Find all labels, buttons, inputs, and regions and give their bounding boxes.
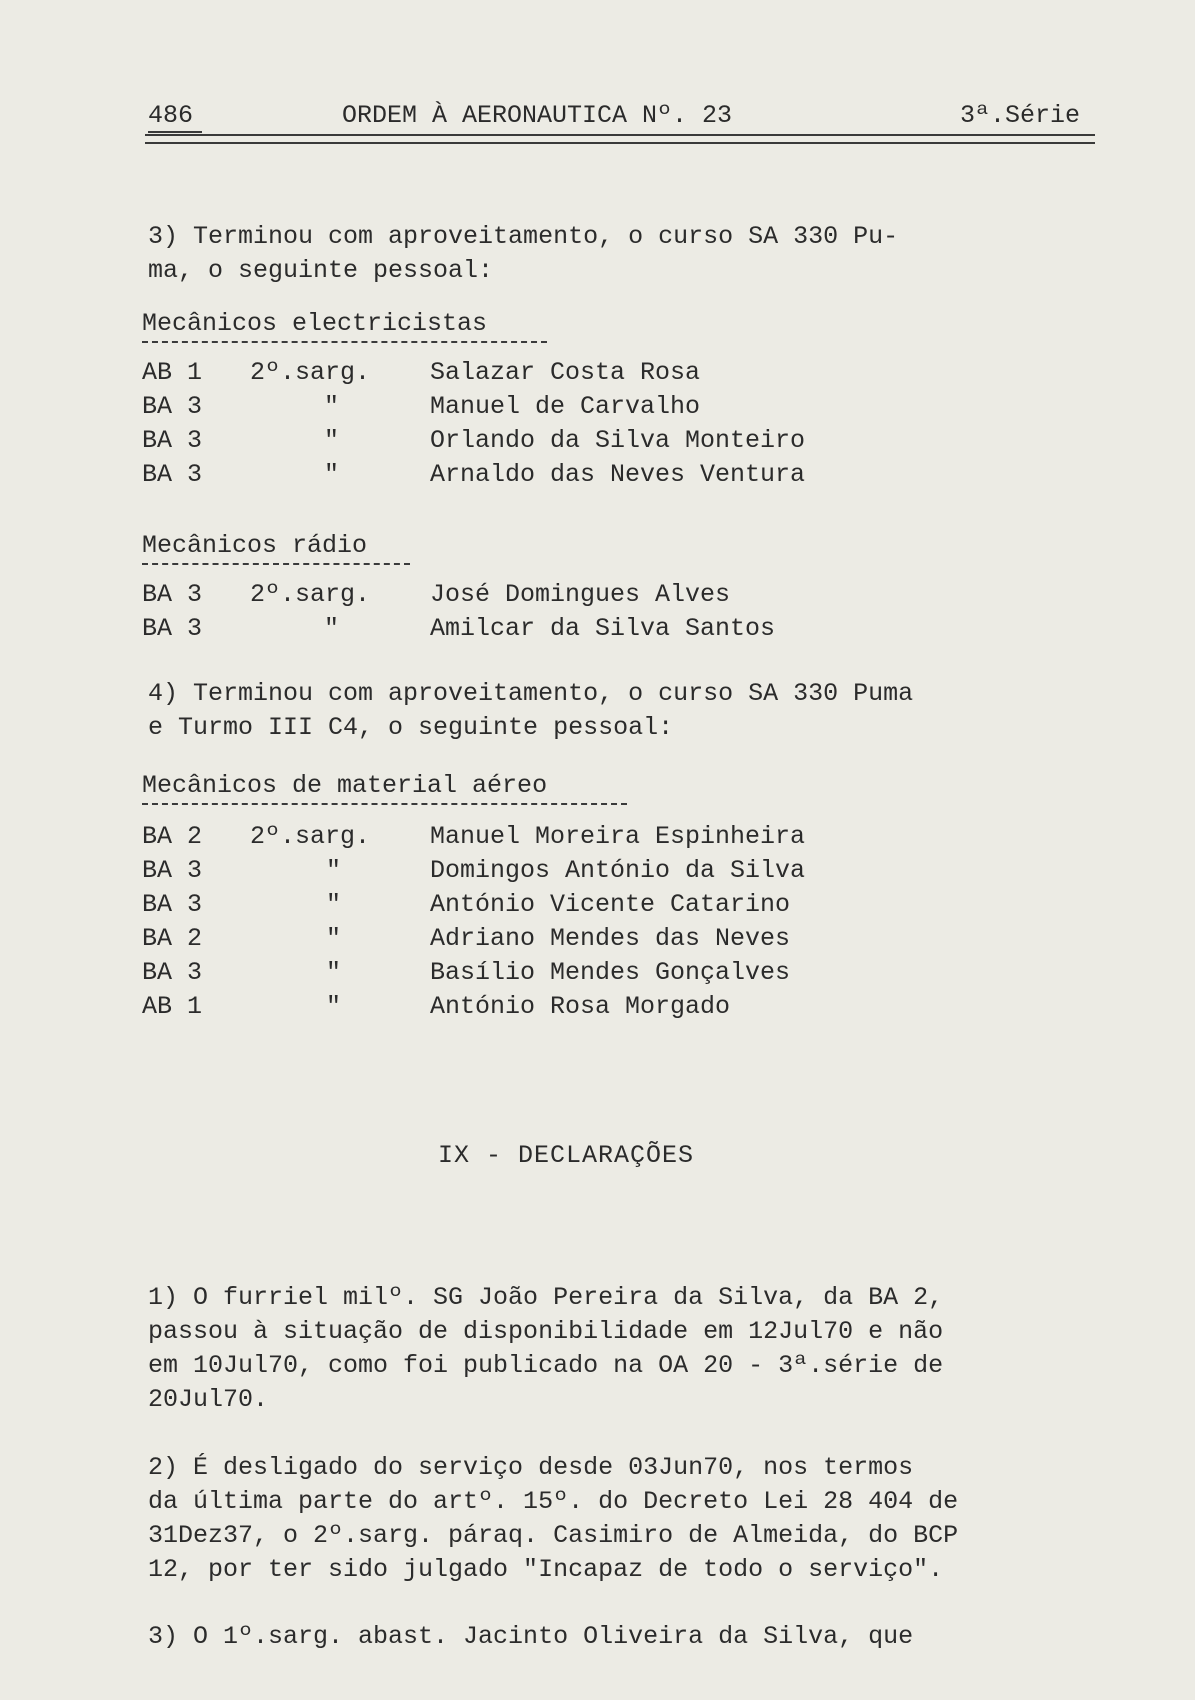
intro-line: 3) Terminou com aproveitamento, o curso SA 330 Pu- — [148, 222, 899, 251]
section-title: IX - DECLARAÇÕES — [438, 1141, 695, 1170]
heading-dashed-rule — [142, 341, 547, 343]
declaration-line: da última parte do artº. 15º. do Decreto Lei 28 404 de — [148, 1487, 959, 1516]
group-heading: Mecânicos rádio — [142, 531, 368, 560]
heading-dashed-rule — [142, 563, 410, 565]
intro-line: ma, o seguinte pessoal: — [148, 256, 494, 285]
unit-cell: BA 3 — [142, 426, 203, 455]
unit-cell: BA 3 — [142, 392, 203, 421]
document-title: ORDEM À AERONAUTICA Nº. 23 — [342, 101, 733, 130]
unit-cell: BA 3 — [142, 580, 203, 609]
unit-cell: AB 1 — [142, 992, 203, 1021]
unit-cell: BA 3 — [142, 856, 203, 885]
header-double-rule — [145, 134, 1095, 144]
page-number: 486 — [148, 101, 194, 130]
declaration-line: 20Jul70. — [148, 1385, 269, 1414]
rank-cell: " — [326, 992, 342, 1021]
rank-cell: 2º.sarg. — [250, 580, 371, 609]
name-cell: António Vicente Catarino — [430, 890, 791, 919]
rank-cell: " — [324, 614, 340, 643]
name-cell: José Domingues Alves — [430, 580, 731, 609]
group-heading: Mecânicos electricistas — [142, 309, 488, 338]
unit-cell: BA 3 — [142, 890, 203, 919]
declaration-line: 12, por ter sido julgado "Incapaz de todo o serviço". — [148, 1555, 944, 1584]
declaration-line: 2) É desligado do serviço desde 03Jun70, nos termos — [148, 1453, 914, 1482]
unit-cell: BA 3 — [142, 958, 203, 987]
name-cell: António Rosa Morgado — [430, 992, 731, 1021]
declaration-line: 1) O furriel milº. SG João Pereira da Silva, da BA 2, — [148, 1283, 944, 1312]
declaration-item — [148, 1451, 958, 1587]
section-3-intro — [148, 220, 898, 288]
rank-cell: 2º.sarg. — [250, 358, 371, 387]
rank-cell: " — [324, 460, 340, 489]
rank-cell: " — [326, 958, 342, 987]
intro-line: e Turmo III C4, o seguinte pessoal: — [148, 713, 674, 742]
name-cell: Basílio Mendes Gonçalves — [430, 958, 791, 987]
declaration-line: 3) O 1º.sarg. abast. Jacinto Oliveira da Silva, que — [148, 1622, 914, 1651]
name-cell: Adriano Mendes das Neves — [430, 924, 791, 953]
rank-cell: " — [326, 924, 342, 953]
section-4-intro — [148, 677, 913, 745]
unit-cell: BA 3 — [142, 460, 203, 489]
name-cell: Orlando da Silva Monteiro — [430, 426, 806, 455]
series-label: 3ª.Série — [960, 101, 1081, 130]
rank-cell: " — [326, 856, 342, 885]
unit-cell: AB 1 — [142, 358, 203, 387]
header-underline — [148, 131, 202, 133]
group-heading: Mecânicos de material aéreo — [142, 771, 548, 800]
declaration-item — [148, 1620, 913, 1654]
name-cell: Manuel Moreira Espinheira — [430, 822, 806, 851]
unit-cell: BA 2 — [142, 924, 203, 953]
name-cell: Arnaldo das Neves Ventura — [430, 460, 806, 489]
unit-cell: BA 2 — [142, 822, 203, 851]
declaration-line: 31Dez37, o 2º.sarg. páraq. Casimiro de Almeida, do BCP — [148, 1521, 959, 1550]
declaration-item — [148, 1281, 943, 1417]
name-cell: Amilcar da Silva Santos — [430, 614, 776, 643]
unit-cell: BA 3 — [142, 614, 203, 643]
name-cell: Salazar Costa Rosa — [430, 358, 701, 387]
rank-cell: " — [324, 392, 340, 421]
name-cell: Domingos António da Silva — [430, 856, 806, 885]
rank-cell: 2º.sarg. — [250, 822, 371, 851]
heading-dashed-rule — [142, 803, 627, 805]
intro-line: 4) Terminou com aproveitamento, o curso SA 330 Puma — [148, 679, 914, 708]
rank-cell: " — [326, 890, 342, 919]
name-cell: Manuel de Carvalho — [430, 392, 701, 421]
declaration-line: passou à situação de disponibilidade em 12Jul70 e não — [148, 1317, 944, 1346]
rank-cell: " — [324, 426, 340, 455]
declaration-line: em 10Jul70, como foi publicado na OA 20 - 3ª.série de — [148, 1351, 944, 1380]
